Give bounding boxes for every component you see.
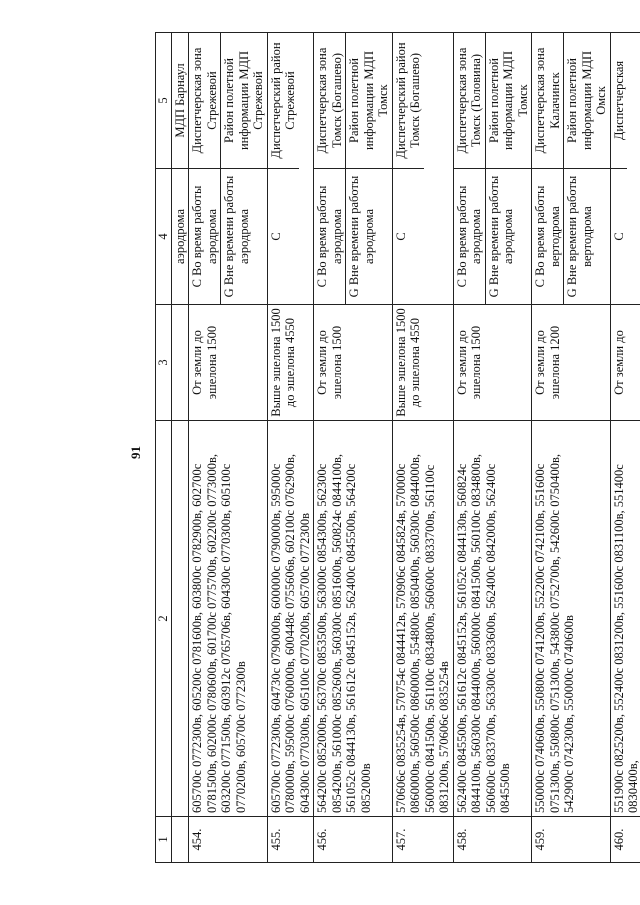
row-number: 456. bbox=[314, 817, 393, 863]
table-row bbox=[189, 33, 268, 863]
row-number: 457. bbox=[392, 817, 453, 863]
vertical-limits: От земли до эшелона 1500 bbox=[453, 305, 532, 421]
table-body bbox=[171, 33, 640, 863]
table-row bbox=[267, 33, 314, 863]
airspace-class-mode: C bbox=[611, 232, 626, 241]
class-and-unit bbox=[189, 33, 268, 305]
sub-row bbox=[393, 33, 424, 304]
table-row bbox=[171, 33, 189, 863]
atc-unit: Диспетчерская зона Стрежевой bbox=[189, 33, 221, 169]
airspace-class-mode: C Во время работы аэродрома bbox=[190, 185, 219, 288]
boundary-coordinates: 570606с 0835254в, 570754с 0844412в, 570906с 0845824в, 570000с 0860000в, 560500с 0860000в, 554800с 0850400в, 560300с 0844000в, 560000с 0841500в, 561100с 0834800в, 560600с 0833700в, 561100с 0831200в, 570606с 0835254в bbox=[392, 421, 453, 817]
boundary-coordinates: 605700с 0772300в, 605200с 0781600в, 603800с 0782900в, 602700с 0781500в, 602000с 0780600в, 601700с 0775700в, 602200с 0773000в, 603200с 0771500в, 603912с 0765706в, 604300с 0770300в, 605100с 0770200в, 605700с 0772300в bbox=[189, 421, 268, 817]
sub-row bbox=[485, 33, 531, 304]
airspace-class-mode: C Во время работы вертодрома bbox=[533, 185, 562, 288]
vertical-limits bbox=[171, 305, 189, 421]
sub-row bbox=[189, 33, 221, 304]
airspace-class-mode: C Во время работы аэродрома bbox=[454, 185, 483, 288]
sub-row bbox=[564, 33, 610, 304]
atc-unit: Район полетной информации МДП Томск bbox=[485, 33, 531, 169]
class-and-unit bbox=[267, 33, 314, 305]
class-unit-subtable bbox=[532, 33, 610, 304]
class-unit-subtable bbox=[189, 33, 267, 304]
row-number bbox=[171, 817, 189, 863]
airspace-class-mode: G Вне времени работы вертодрома bbox=[564, 169, 610, 305]
airspace-class-mode: G Вне времени работы аэродрома bbox=[346, 169, 392, 305]
sub-row bbox=[268, 33, 299, 304]
class-unit-subtable bbox=[172, 33, 189, 304]
atc-unit: Район полетной информации МДП Стрежевой bbox=[221, 33, 267, 169]
sub-row bbox=[532, 33, 564, 304]
class-unit-subtable bbox=[314, 33, 392, 304]
atc-unit: Район полетной информации МДП Омск bbox=[564, 33, 610, 169]
table-row bbox=[610, 33, 640, 863]
airspace-class-mode: C bbox=[393, 232, 408, 241]
sub-row bbox=[221, 33, 267, 304]
sub-row bbox=[172, 33, 189, 304]
sub-row bbox=[346, 33, 392, 304]
atc-unit: Район полетной информации МДП Томск bbox=[346, 33, 392, 169]
vertical-limits: От земли до эшелона 1500 bbox=[189, 305, 268, 421]
airspace-table bbox=[155, 32, 640, 863]
column-header-2: 2 bbox=[156, 421, 172, 817]
header-row bbox=[156, 33, 172, 863]
boundary-coordinates: 550000с 0740600в, 550800с 0741200в, 552200с 0742100в, 551600с 0751300в, 550800с 0751300в, 543800с 0752700в, 542600с 0750400в, 542900с 0742300в, 550000с 0740600в bbox=[532, 421, 611, 817]
class-and-unit bbox=[532, 33, 611, 305]
row-number: 454. bbox=[189, 817, 268, 863]
airspace-class-mode: аэродрома bbox=[172, 208, 187, 265]
class-unit-subtable bbox=[393, 33, 424, 304]
vertical-limits: Выше эшелона 1500 до эшелона 4550 bbox=[392, 305, 453, 421]
column-header-5: 5 bbox=[156, 33, 172, 169]
table-row bbox=[453, 33, 532, 863]
boundary-coordinates bbox=[171, 421, 189, 817]
row-number: 455. bbox=[267, 817, 314, 863]
table-row bbox=[314, 33, 393, 863]
airspace-class-mode: G Вне времени работы аэродрома bbox=[221, 169, 267, 305]
atc-unit: Диспетчерский район Стрежевой bbox=[268, 33, 299, 169]
column-header-1: 1 bbox=[156, 817, 172, 863]
class-unit-subtable bbox=[268, 33, 299, 304]
class-and-unit bbox=[314, 33, 393, 305]
boundary-coordinates: 551900с 0825200в, 552400с 0831200в, 551600с 0831100в, 551400с 0830400в, bbox=[610, 421, 640, 817]
vertical-limits: От земли до bbox=[610, 305, 640, 421]
class-unit-subtable bbox=[454, 33, 532, 304]
table-row bbox=[392, 33, 453, 863]
row-number: 458. bbox=[453, 817, 532, 863]
boundary-coordinates: 562400с 0845500в, 561612с 0845152в, 561052с 0844130в, 560824с 0844100в, 560300с 0844000в, 560000с 0841500в, 560100с 0834800в, 560600с 0833700в, 563300с 0833600в, 562400с 0842000в, 562400с 0845500в bbox=[453, 421, 532, 817]
sub-row bbox=[454, 33, 486, 304]
column-header-3: 3 bbox=[156, 305, 172, 421]
vertical-limits: От земли до эшелона 1200 bbox=[532, 305, 611, 421]
page-number: 91 bbox=[128, 446, 143, 459]
class-unit-subtable bbox=[611, 33, 628, 304]
atc-unit: Диспетчерский район Томск (Богашево) bbox=[393, 33, 424, 169]
vertical-limits: Выше эшелона 1500 до эшелона 4550 bbox=[267, 305, 314, 421]
airspace-class-mode: C Во время работы аэродрома bbox=[315, 185, 344, 288]
atc-unit: Диспетчерская зона Калачинск bbox=[532, 33, 564, 169]
atc-unit: Диспетчерская bbox=[611, 33, 628, 169]
boundary-coordinates: 564200с 0852000в, 563700с 0853500в, 563000с 0854300в, 562300с 0854200в, 561000с 0852600в, 560300с 0851600в, 560824с 0844100в, 561052с 0844130в, 561612с 0845152в, 562400с 0845500в, 564200с 0852000в bbox=[314, 421, 393, 817]
class-and-unit bbox=[392, 33, 453, 305]
class-and-unit bbox=[171, 33, 189, 305]
sub-row bbox=[611, 33, 628, 304]
class-and-unit bbox=[453, 33, 532, 305]
table-row bbox=[532, 33, 611, 863]
atc-unit: МДП Барнаул bbox=[172, 33, 189, 169]
airspace-class-mode: C bbox=[268, 232, 283, 241]
vertical-limits: От земли до эшелона 1500 bbox=[314, 305, 393, 421]
column-header-4: 4 bbox=[156, 169, 172, 305]
airspace-class-mode: G Вне времени работы аэродрома bbox=[485, 169, 531, 305]
atc-unit: Диспетчерская зона Томск (Головина) bbox=[454, 33, 486, 169]
class-and-unit bbox=[610, 33, 640, 305]
sub-row bbox=[314, 33, 346, 304]
row-number: 459. bbox=[532, 817, 611, 863]
atc-unit: Диспетчерская зона Томск (Богашево) bbox=[314, 33, 346, 169]
row-number: 460. bbox=[610, 817, 640, 863]
boundary-coordinates: 605700с 0772300в, 604730с 0790000в, 600000с 0790000в, 595000с 0780000в, 595000с 0760000в, 600448с 0755606в, 602100с 0762900в, 604300с 0770300в, 605100с 0770200в, 605700с 0772300в bbox=[267, 421, 314, 817]
